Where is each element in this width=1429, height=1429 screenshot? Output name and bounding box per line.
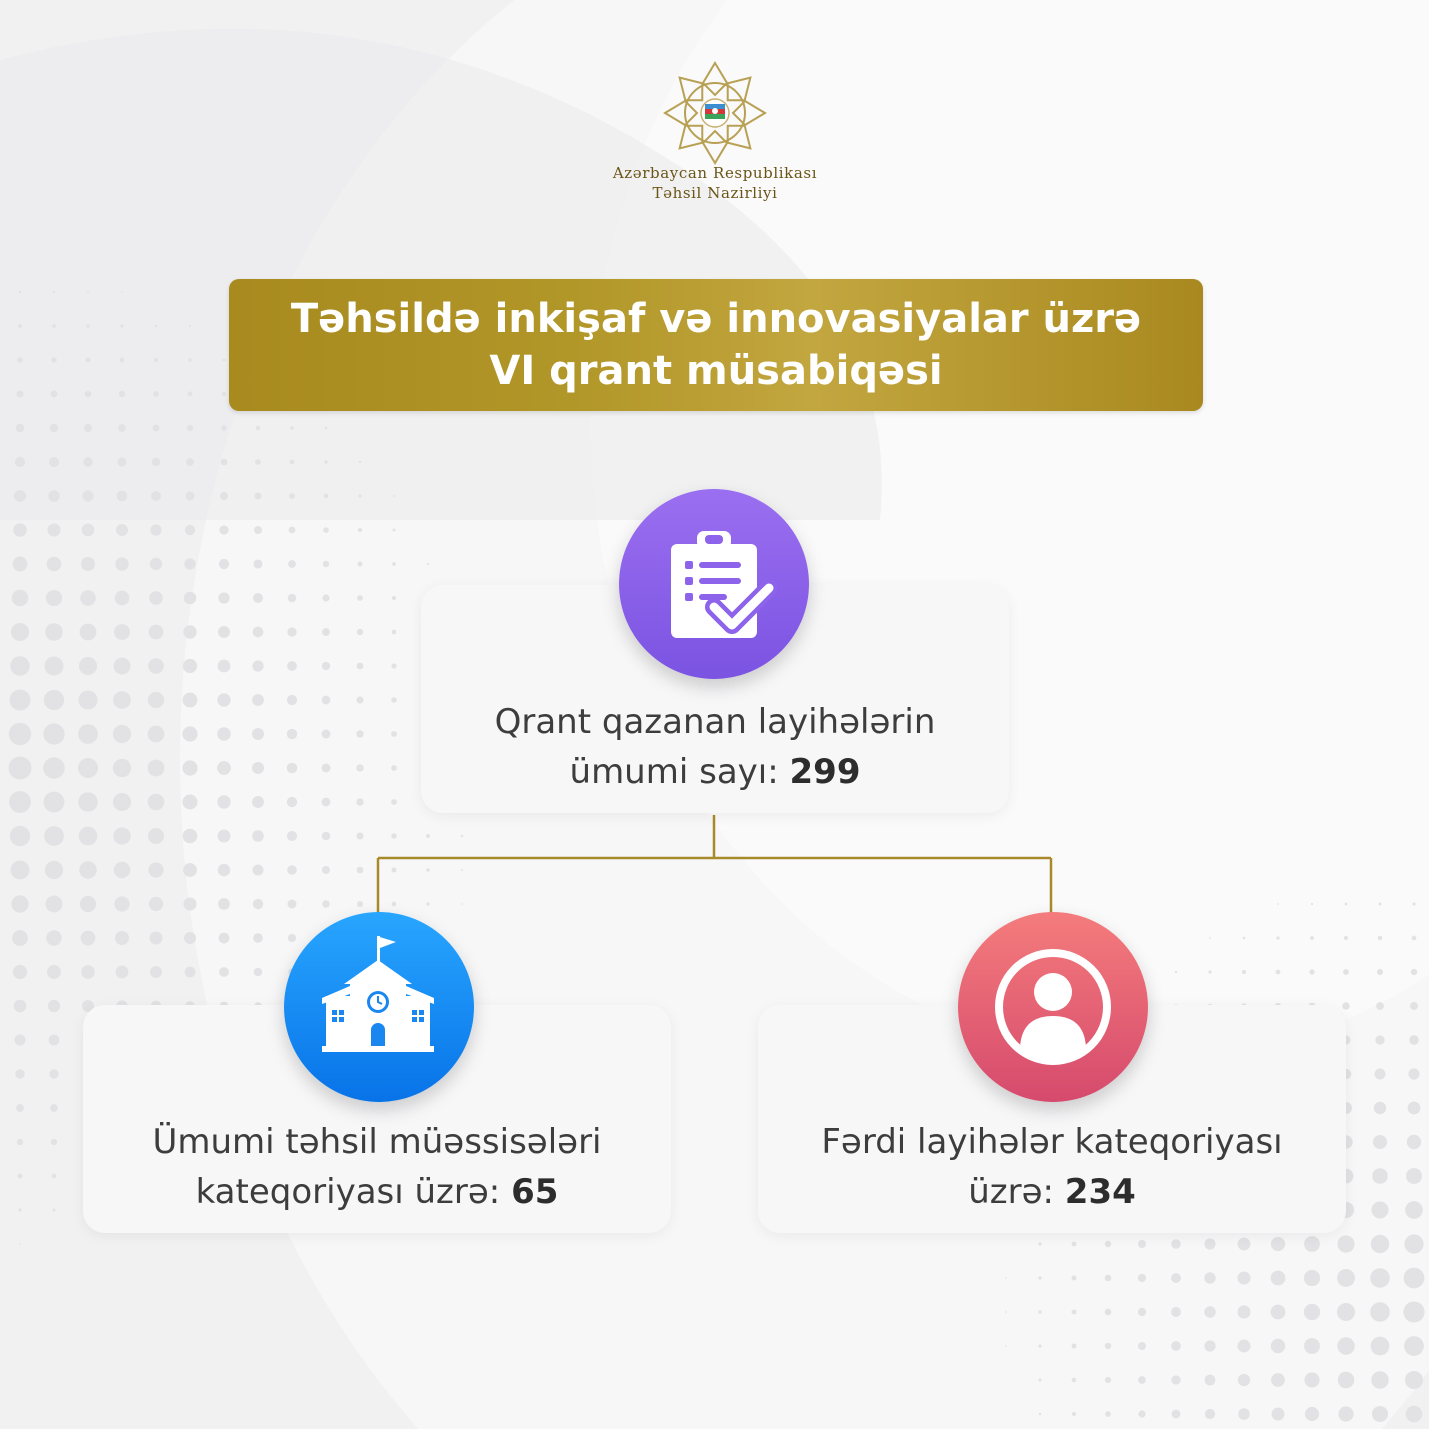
school-building-icon <box>284 912 474 1102</box>
schools-label-line1: Ümumi təhsil müəssisələri <box>152 1122 602 1162</box>
individual-label-line1: Fərdi layihələr kateqoriyası <box>821 1122 1283 1162</box>
schools-label-prefix: kateqoriyası üzrə: <box>195 1172 512 1212</box>
total-projects-value: 299 <box>789 752 861 792</box>
individual-value: 234 <box>1064 1172 1136 1212</box>
total-projects-label-prefix: ümumi sayı: <box>569 752 790 792</box>
individual-label-line2 <box>758 1167 1346 1217</box>
total-projects-label-line2 <box>421 747 1009 797</box>
total-projects-label-line1: Qrant qazanan layihələrin <box>494 702 936 742</box>
title-line1: Təhsildə inkişaf və innovasiyalar üzrə <box>290 296 1142 342</box>
clipboard-check-icon <box>619 489 809 679</box>
org-name-line2: Təhsil Nazirliyi <box>652 184 778 202</box>
schools-label-line2 <box>83 1167 671 1217</box>
schools-value: 65 <box>511 1172 559 1212</box>
title-line2: VI qrant müsabiqəsi <box>489 348 943 394</box>
individual-label-prefix: üzrə: <box>968 1172 1065 1212</box>
org-name-line1: Azərbaycan Respublikası <box>612 164 818 182</box>
user-profile-icon <box>958 912 1148 1102</box>
